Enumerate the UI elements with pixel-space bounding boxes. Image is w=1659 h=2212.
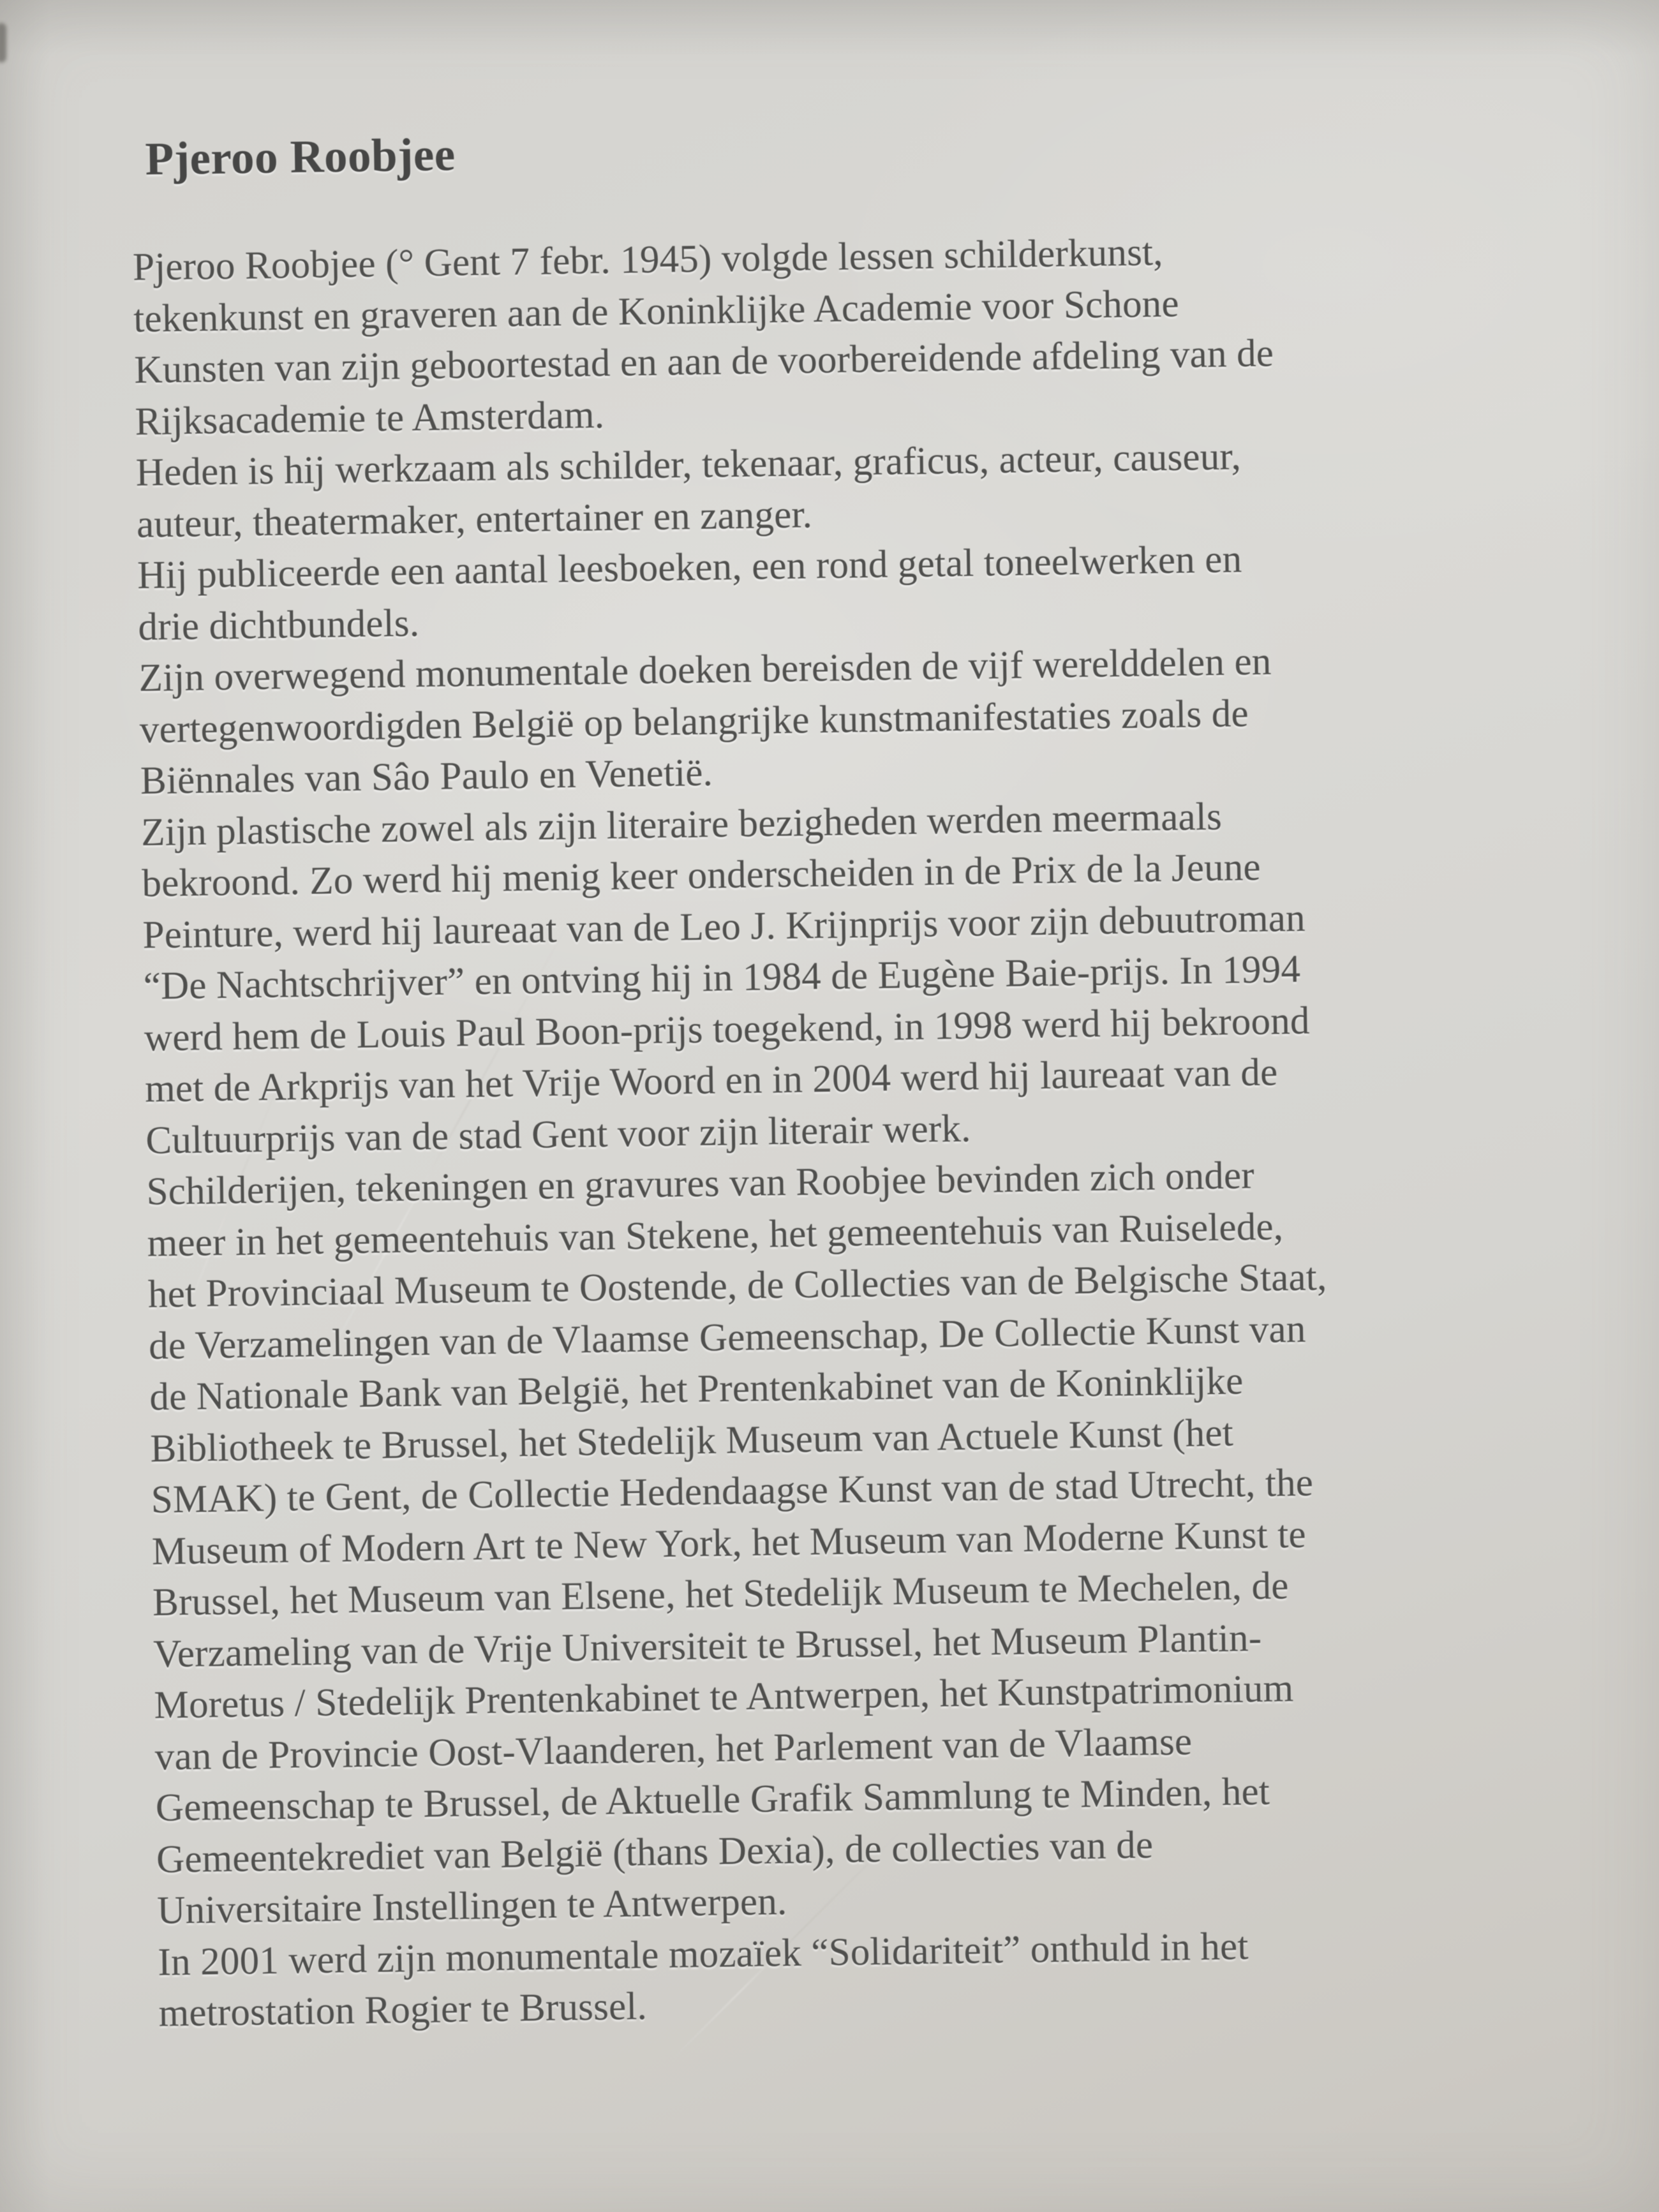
photo-edge-mark — [0, 23, 6, 63]
text-line: “De Nachtschrijver” en ontving hij in 1984 de Eugène Baie-prijs. In 1994 — [143, 947, 1301, 1008]
text-line: Hij publiceerde een aantal leesboeken, een rond getal toneelwerken en — [137, 538, 1242, 597]
text-line: met de Arkprijs van het Vrije Woord en in 2004 werd hij laureaat van de — [144, 1051, 1278, 1111]
body-text — [133, 221, 1614, 2040]
text-line: Bibliotheek te Brussel, het Stedelijk Museum van Actuele Kunst (het — [150, 1411, 1234, 1471]
text-line: Zijn overwegend monumentale doeken bereisden de vijf werelddelen en — [138, 640, 1272, 700]
text-line: Rijksacademie te Amsterdam. — [135, 393, 605, 443]
text-line: werd hem de Louis Paul Boon-prijs toegekend, in 1998 werd hij bekroond — [144, 999, 1311, 1060]
text-line: Cultuurprijs van de stad Gent voor zijn literair werk. — [145, 1107, 971, 1162]
text-line: de Verzamelingen van de Vlaamse Gemeenschap, De Collectie Kunst van — [148, 1307, 1306, 1368]
text-line: drie dichtbundels. — [137, 601, 420, 649]
text-line: meer in het gemeentehuis van Stekene, het gemeentehuis van Ruiselede, — [147, 1205, 1284, 1265]
text-line: van de Provincie Oost-Vlaanderen, het Parlement van de Vlaamse — [154, 1720, 1193, 1779]
text-line: Heden is hij werkzaam als schilder, tekenaar, graficus, acteur, causeur, — [135, 435, 1242, 494]
text-line: auteur, theatermaker, entertainer en zanger. — [136, 493, 813, 546]
text-line: Pjeroo Roobjee (° Gent 7 febr. 1945) volgde lessen schilderkunst, — [132, 231, 1164, 289]
text-line: metrostation Rogier te Brussel. — [158, 1985, 648, 2035]
text-line: Brussel, het Museum van Elsene, het Stedelijk Museum te Mechelen, de — [152, 1564, 1290, 1624]
text-line: het Provinciaal Museum te Oostende, de Collecties van de Belgische Staat, — [147, 1256, 1327, 1316]
text-line: de Nationale Bank van België, het Prentenkabinet van de Koninklijke — [149, 1360, 1244, 1419]
text-line: Museum of Modern Art te New York, het Museum van Moderne Kunst te — [151, 1513, 1307, 1573]
text-line: tekenkunst en graveren aan de Koninklijke Academie voor Schone — [133, 282, 1180, 341]
text-line: Moretus / Stedelijk Prentenkabinet te Antwerpen, het Kunstpatrimonium — [154, 1667, 1294, 1727]
text-line: Kunsten van zijn geboortestad en aan de voorbereidende afdeling van de — [134, 332, 1274, 392]
text-line: SMAK) te Gent, de Collectie Hedendaagse Kunst van de stad Utrecht, the — [151, 1461, 1314, 1522]
text-line: Gemeentekrediet van België (thans Dexia), de collecties van de — [156, 1823, 1154, 1882]
text-line: Peinture, werd hij laureaat van de Leo J. Krijnprijs voor zijn debuutroman — [142, 896, 1306, 957]
text-block — [131, 111, 1614, 2040]
text-line: Schilderijen, tekeningen en gravures van Roobjee bevinden zich onder — [146, 1154, 1255, 1214]
text-line: In 2001 werd zijn monumentale mozaïek “Solidariteit” onthuld in het — [158, 1924, 1249, 1984]
text-line: Gemeenschap te Brussel, de Aktuelle Grafik Sammlung te Minden, het — [155, 1770, 1270, 1830]
text-line: vertegenwoordigden België op belangrijke kunstmanifestaties zoals de — [139, 692, 1249, 752]
page-title: Pjeroo Roobjee — [145, 128, 456, 185]
text-line: bekroond. Zo werd hij menig keer onderscheiden in de Prix de la Jeune — [141, 845, 1261, 905]
text-line: Zijn plastische zowel als zijn literaire bezigheden werden meermaals — [140, 795, 1223, 854]
text-line: Biënnales van Sâo Paulo en Venetië. — [140, 751, 713, 803]
text-line: Verzameling van de Vrije Universiteit te Brussel, het Museum Plantin- — [153, 1616, 1262, 1676]
text-line: Universitaire Instellingen te Antwerpen. — [156, 1880, 787, 1933]
